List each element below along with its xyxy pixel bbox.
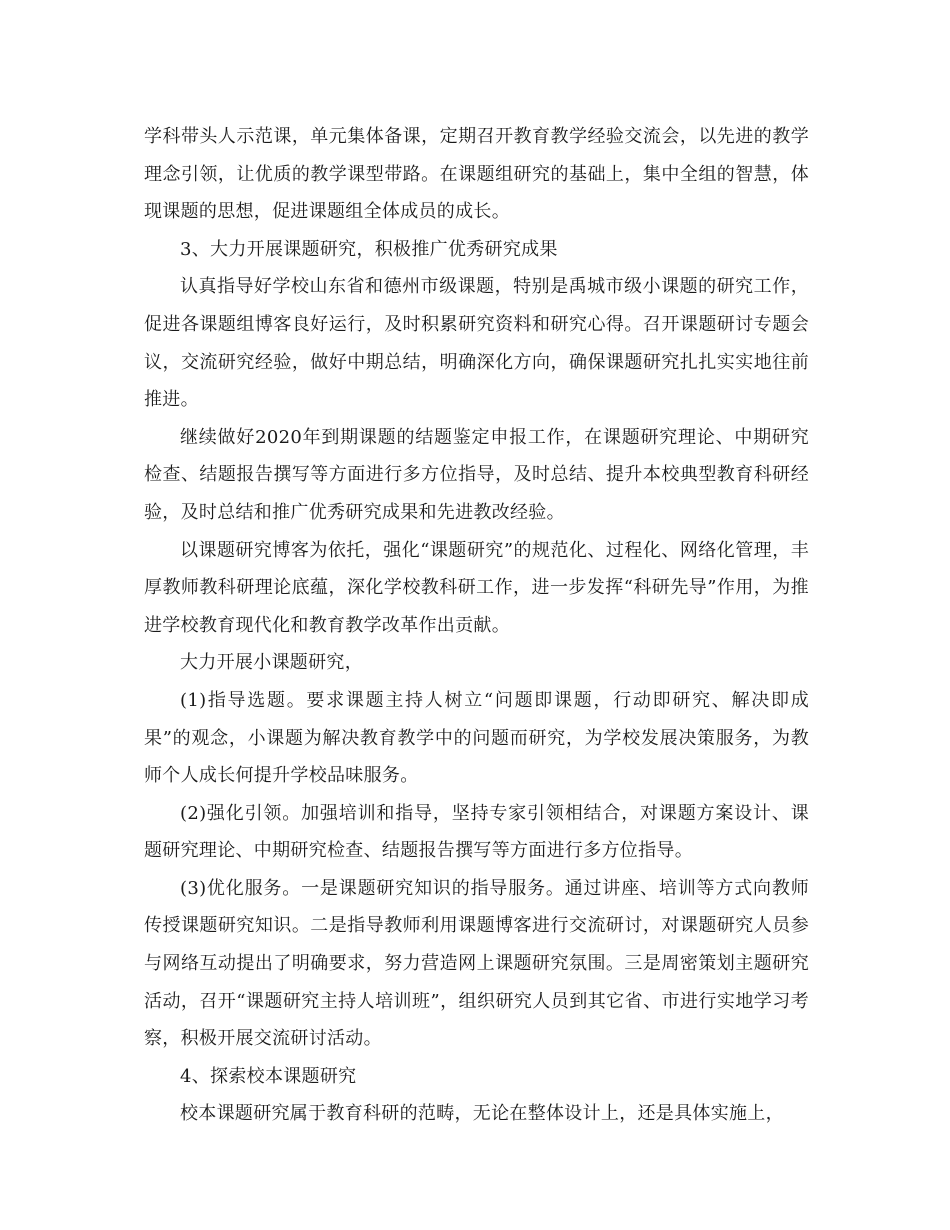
section-heading-3: 3、大力开展课题研究，积极推广优秀研究成果 [180,238,558,260]
list-item-2: (2)强化引领。加强培训和指导，坚持专家引领相结合，对课题方案设计、课题研究理论、中期研究检查、结题报告撰写等方面进行多方位指导。 [144,802,809,862]
paragraph-continuation: 学科带头人示范课，单元集体备课，定期召开教育教学经验交流会，以先进的教学理念引领，让优质的教学课型带路。在课题组研究的基础上，集中全组的智慧，体现课题的思想，促进课题组全体成员的成长。 [144,126,809,223]
document-body [144,118,809,1133]
paragraph: 继续做好2020年到期课题的结题鉴定申报工作，在课题研究理论、中期研究检查、结题报告撰写等方面进行多方位指导，及时总结、提升本校典型教育科研经验，及时总结和推广优秀研究成果和先进教改经验。 [144,426,809,523]
list-item-3: (3)优化服务。一是课题研究知识的指导服务。通过讲座、培训等方式向教师传授课题研究知识。二是指导教师利用课题博客进行交流研讨，对课题研究人员参与网络互动提出了明确要求，努力营造网上课题研究氛围。三是周密策划主题研究活动，召开“课题研究主持人培训班”，组织研究人员到其它省、市进行实地学习考察，积极开展交流研讨活动。 [144,877,809,1050]
list-item-1: (1)指导选题。要求课题主持人树立“问题即课题，行动即研究、解决即成果”的观念，小课题为解决教育教学中的问题而研究，为学校发展决策服务，为教师个人成长何提升学校品味服务。 [144,689,809,787]
paragraph: 校本课题研究属于教育科研的范畴，无论在整体设计上，还是具体实施上， [180,1103,784,1125]
paragraph: 以课题研究博客为依托，强化“课题研究”的规范化、过程化、网络化管理，丰厚教师教科研理论底蕴，深化学校教科研工作，进一步发挥“科研先导”作用，为推进学校教育现代化和教育教学改革作出贡献。 [144,539,809,636]
paragraph: 认真指导好学校山东省和德州市级课题，特别是禹城市级小课题的研究工作，促进各课题组博客良好运行，及时积累研究资料和研究心得。召开课题研讨专题会议，交流研究经验，做好中期总结，明确深化方向，确保课题研究扎扎实实地往前推进。 [144,276,809,411]
paragraph: 大力开展小课题研究， [180,652,363,674]
section-heading-4: 4、探索校本课题研究 [180,1065,357,1087]
